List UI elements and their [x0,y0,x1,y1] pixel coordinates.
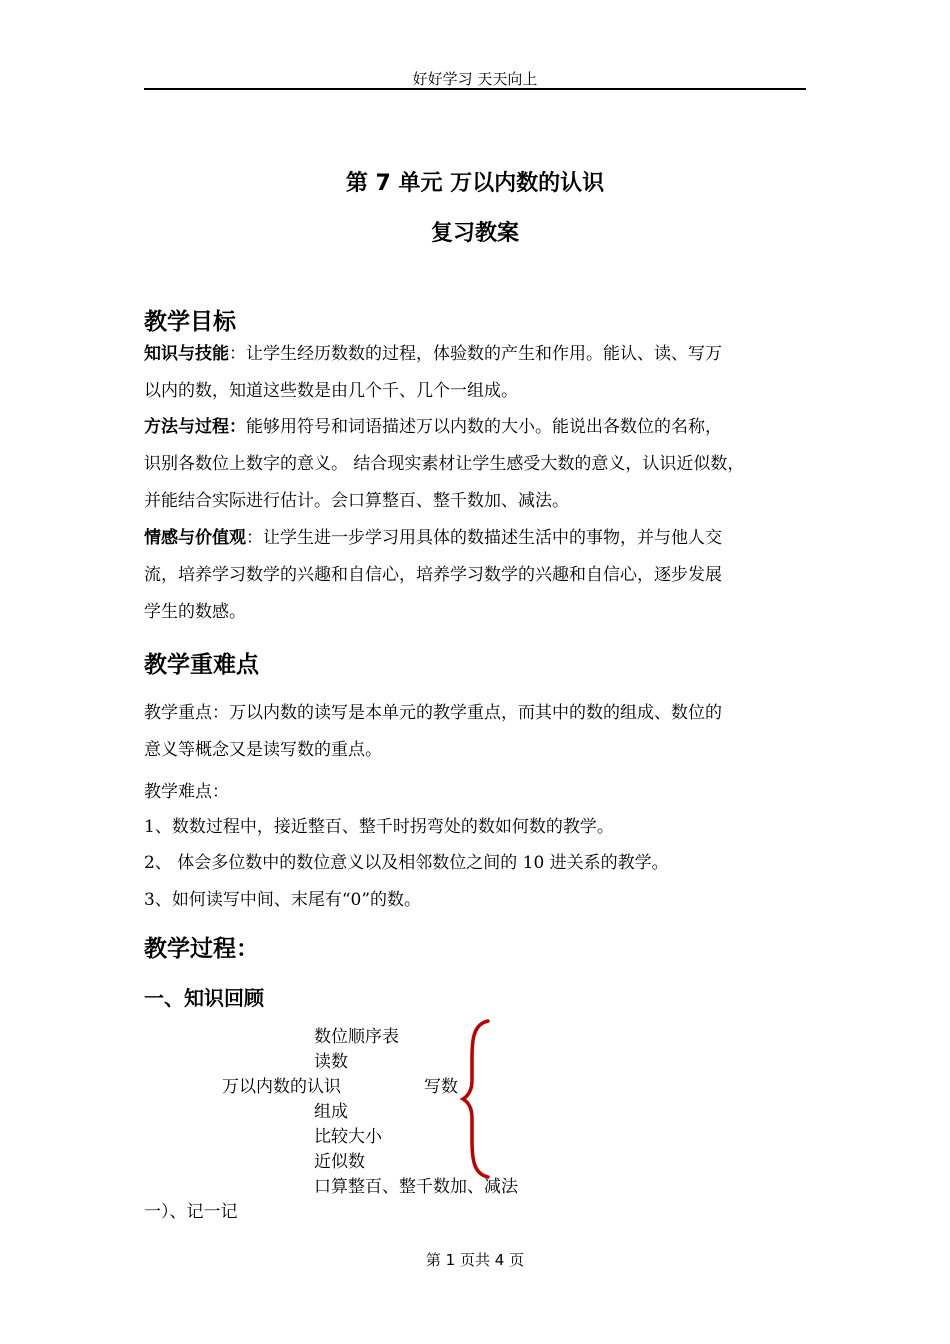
knowledge-label: 知识与技能 [144,344,229,364]
section-review: 一、知识回顾 [144,986,264,1010]
objective-method [144,409,744,520]
emotion-line1: 让学生进一步学习用具体的数描述生活中的事物，并与他人交 [263,528,722,548]
objective-emotion [144,520,722,631]
emotion-line2: 流，培养学习数学的兴趣和自信心，培养学习数学的兴趣和自信心，逐步发展 [144,565,722,585]
keypoint-focus [144,695,722,769]
heading-process: 教学过程： [144,936,259,962]
mindmap-branch-approx: 近似数 [314,1152,365,1172]
header-rule [144,88,806,90]
method-line2: 识别各数位上数字的意义。 结合现实素材让学生感受大数的意义，认识近似数， [144,454,745,474]
knowledge-line2: 以内的数，知道这些数是由几个千、几个一组成。 [144,381,518,401]
difficulty-item-2: 2、 体会多位数中的数位意义以及相邻数位之间的 10 进关系的教学。 [144,853,669,873]
method-line3: 并能结合实际进行估计。会口算整百、整千数加、减法。 [144,491,569,511]
doc-subtitle: 复习教案 [430,221,519,246]
emotion-line3: 学生的数感。 [144,602,246,622]
knowledge-line1: 让学生经历数数的过程，体验数的产生和作用。能认、读、写万 [246,344,722,364]
emotion-sep: ： [246,528,263,548]
method-line1: 能够用符号和词语描述万以内数的大小。能说出各数位的名称， [246,417,722,437]
sub-section-remember: 一）、记一记 [144,1202,238,1222]
page-header: 好好学习 天天向上 [412,70,538,88]
mindmap-branch-read: 读数 [314,1052,348,1072]
mindmap-branch-compose: 组成 [314,1102,348,1122]
mindmap-root: 万以内数的认识 [222,1077,341,1097]
focus-line2: 意义等概念又是读写数的重点。 [144,740,382,760]
mindmap-branch-place-value: 数位顺序表 [314,1027,399,1047]
objective-knowledge [144,336,722,410]
page-footer: 第 1 页共 4 页 [425,1251,525,1269]
focus-line1: 教学重点：万以内数的读写是本单元的教学重点，而其中的数的组成、数位的 [144,703,722,723]
mindmap-branch-write: 写数 [424,1077,458,1097]
difficulty-item-3: 3、如何读写中间、末尾有“0”的数。 [144,890,422,910]
emotion-label: 情感与价值观 [144,528,246,548]
heading-objectives: 教学目标 [144,309,236,335]
difficulty-item-1: 1、数数过程中，接近整百、整千时拐弯处的数如何数的教学。 [144,817,614,837]
difficulty-label: 教学难点： [144,782,229,802]
curly-brace-icon [460,1018,494,1180]
mindmap-branch-compare: 比较大小 [314,1127,382,1147]
mindmap-branch-mental-calc: 口算整百、整千数加、减法 [314,1177,518,1197]
knowledge-sep: ： [229,344,246,364]
method-label: 方法与过程： [144,417,246,437]
heading-keypoints: 教学重难点 [144,652,259,678]
doc-title: 第 7 单元 万以内数的认识 [345,171,605,196]
